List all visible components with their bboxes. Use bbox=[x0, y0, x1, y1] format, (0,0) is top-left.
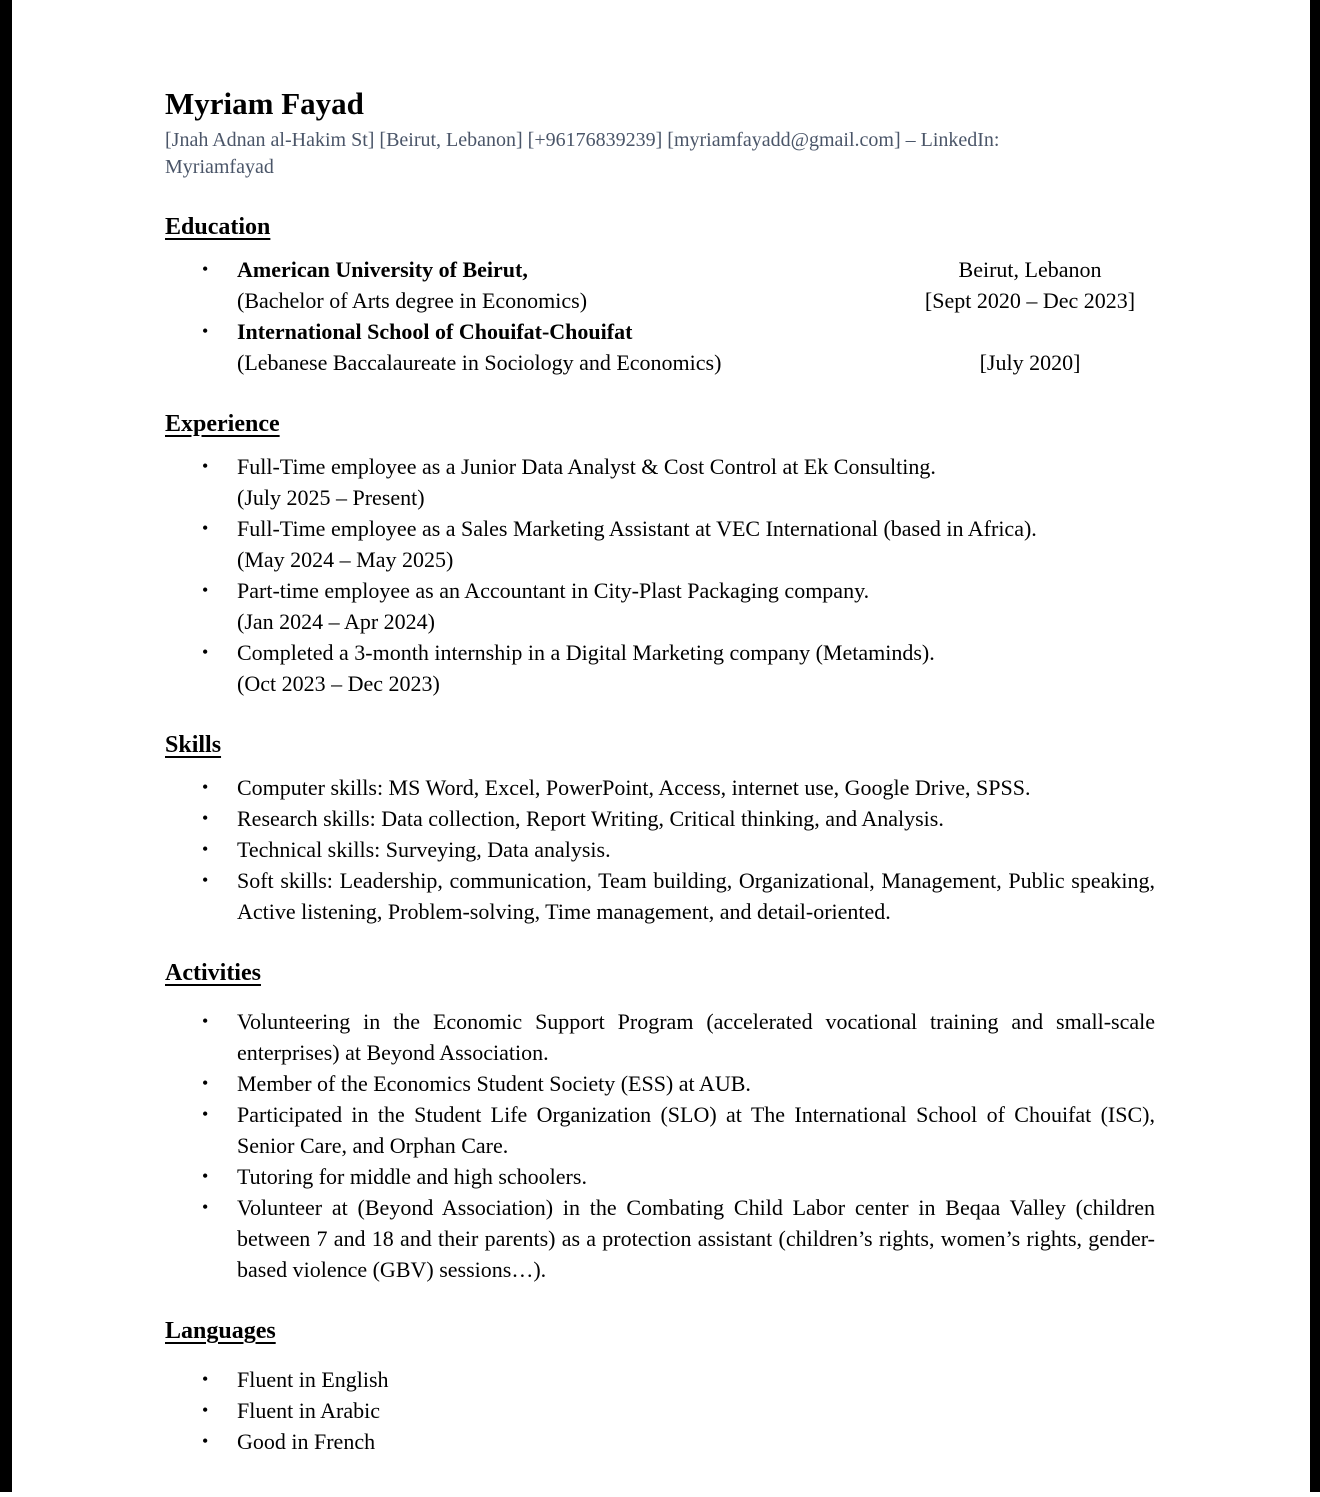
languages-list bbox=[165, 1364, 1155, 1457]
experience-dates-row bbox=[165, 482, 1155, 513]
bullet-icon: • bbox=[202, 870, 209, 890]
activity-item bbox=[165, 1161, 1155, 1192]
bullet-icon: • bbox=[202, 1197, 209, 1217]
bullet-icon: • bbox=[202, 580, 209, 600]
experience-item bbox=[165, 513, 1155, 575]
activity-item bbox=[165, 1006, 1155, 1068]
experience-role: Completed a 3-month internship in a Digital Marketing company (Metaminds). bbox=[237, 640, 935, 665]
skill-item bbox=[165, 834, 1155, 865]
skills-list bbox=[165, 772, 1155, 927]
experience-role-row bbox=[165, 575, 1155, 606]
education-location: Beirut, Lebanon bbox=[958, 257, 1102, 282]
language-text: Good in French bbox=[237, 1429, 376, 1454]
bullet-icon: • bbox=[202, 777, 209, 797]
experience-dates: (Jan 2024 – Apr 2024) bbox=[237, 609, 435, 634]
bullet-icon: • bbox=[202, 1166, 209, 1186]
language-text: Fluent in English bbox=[237, 1367, 389, 1392]
experience-role: Part-time employee as an Accountant in City-Plast Packaging company. bbox=[237, 578, 870, 603]
skill-text: Technical skills: Surveying, Data analysis. bbox=[237, 837, 611, 862]
activity-item bbox=[165, 1068, 1155, 1099]
section-heading-education: Education bbox=[165, 214, 271, 240]
experience-role-row bbox=[165, 637, 1155, 668]
activity-item bbox=[165, 1192, 1155, 1285]
bullet-icon: • bbox=[202, 642, 209, 662]
education-degree: (Bachelor of Arts degree in Economics) bbox=[237, 288, 588, 313]
activity-item bbox=[165, 1099, 1155, 1161]
skill-item bbox=[165, 803, 1155, 834]
bullet-icon: • bbox=[202, 456, 209, 476]
experience-list bbox=[165, 451, 1155, 699]
skill-item bbox=[165, 865, 1155, 927]
experience-item bbox=[165, 575, 1155, 637]
language-item bbox=[165, 1426, 1155, 1457]
person-name: Myriam Fayad bbox=[165, 86, 364, 121]
bullet-icon: • bbox=[202, 321, 209, 341]
section-heading-activities: Activities bbox=[165, 960, 261, 986]
activities-list bbox=[165, 1006, 1155, 1285]
experience-dates-row bbox=[165, 544, 1155, 575]
experience-dates: (Oct 2023 – Dec 2023) bbox=[237, 671, 440, 696]
activity-text: Volunteering in the Economic Support Program (accelerated vocational training and small-scale enterprises) at Beyond Association. bbox=[237, 1009, 1155, 1065]
experience-item bbox=[165, 451, 1155, 513]
education-title-row bbox=[165, 254, 1155, 285]
contact-line: [Jnah Adnan al-Hakim St] [Beirut, Lebanon] [+96176839239] [myriamfayadd@gmail.com] – LinkedIn: Myriamfayad bbox=[165, 129, 1000, 178]
education-detail-row bbox=[165, 285, 1155, 316]
education-detail-row bbox=[165, 347, 1155, 378]
section-heading-languages: Languages bbox=[165, 1318, 276, 1344]
education-degree: (Lebanese Baccalaureate in Sociology and Economics) bbox=[237, 350, 722, 375]
experience-role: Full-Time employee as a Junior Data Analyst & Cost Control at Ek Consulting. bbox=[237, 454, 936, 479]
skill-text: Research skills: Data collection, Report Writing, Critical thinking, and Analysis. bbox=[237, 806, 944, 831]
section-heading-experience: Experience bbox=[165, 411, 280, 437]
experience-dates: (July 2025 – Present) bbox=[237, 485, 425, 510]
education-item bbox=[165, 316, 1155, 378]
bullet-icon: • bbox=[202, 259, 209, 279]
experience-dates-row bbox=[165, 606, 1155, 637]
education-title-row bbox=[165, 316, 1155, 347]
bullet-icon: • bbox=[202, 808, 209, 828]
bullet-icon: • bbox=[202, 1400, 209, 1420]
experience-role-row bbox=[165, 513, 1155, 544]
activity-text: Member of the Economics Student Society (ESS) at AUB. bbox=[237, 1071, 751, 1096]
education-list bbox=[165, 254, 1155, 378]
section-heading-skills: Skills bbox=[165, 732, 222, 758]
skill-text: Computer skills: MS Word, Excel, PowerPoint, Access, internet use, Google Drive, SPSS. bbox=[237, 775, 1031, 800]
experience-role: Full-Time employee as a Sales Marketing Assistant at VEC International (based in Africa). bbox=[237, 516, 1037, 541]
screen-edge-left bbox=[0, 0, 12, 1492]
education-dates: [July 2020] bbox=[979, 350, 1081, 375]
education-institution: International School of Chouifat-Chouifat bbox=[237, 319, 633, 344]
bullet-icon: • bbox=[202, 1011, 209, 1031]
education-dates: [Sept 2020 – Dec 2023] bbox=[924, 288, 1136, 313]
education-item bbox=[165, 254, 1155, 316]
experience-dates: (May 2024 – May 2025) bbox=[237, 547, 454, 572]
skill-text: Soft skills: Leadership, communication, Team building, Organizational, Management, Public speaking, Active listening, Problem-solving, Time management, and detail-oriented. bbox=[237, 868, 1155, 924]
activity-text: Tutoring for middle and high schoolers. bbox=[237, 1164, 587, 1189]
bullet-icon: • bbox=[202, 1104, 209, 1124]
education-institution: American University of Beirut, bbox=[237, 257, 528, 282]
bullet-icon: • bbox=[202, 1369, 209, 1389]
bullet-icon: • bbox=[202, 839, 209, 859]
activity-text: Participated in the Student Life Organization (SLO) at The International School of Chouifat (ISC), Senior Care, and Orphan Care. bbox=[237, 1102, 1155, 1158]
experience-role-row bbox=[165, 451, 1155, 482]
screen-edge-right bbox=[1310, 0, 1320, 1492]
language-text: Fluent in Arabic bbox=[237, 1398, 380, 1423]
language-item bbox=[165, 1395, 1155, 1426]
activity-text: Volunteer at (Beyond Association) in the Combating Child Labor center in Beqaa Valley (children between 7 and 18 and their parents) as a protection assistant (children’s rights, women’s rights, gender-based violence (GBV) sessions…). bbox=[237, 1195, 1155, 1282]
bullet-icon: • bbox=[202, 1073, 209, 1093]
experience-item bbox=[165, 637, 1155, 699]
experience-dates-row bbox=[165, 668, 1155, 699]
bullet-icon: • bbox=[202, 518, 209, 538]
skill-item bbox=[165, 772, 1155, 803]
language-item bbox=[165, 1364, 1155, 1395]
bullet-icon: • bbox=[202, 1431, 209, 1451]
